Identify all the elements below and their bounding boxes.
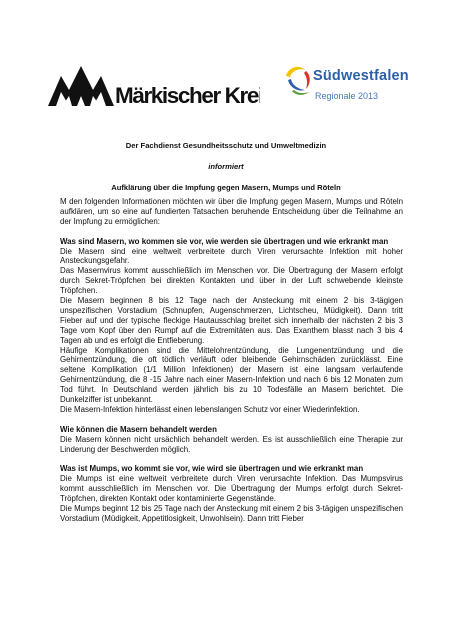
measles-paragraph-2: Das Masernvirus kommt ausschließlich im Menschen vor. Die Übertragung der Masern erfolgt durch Sekret-Tröpfchen bei direkten Kontakten und über in der Luft schwebende kleinste Tröpfchen. bbox=[60, 266, 403, 296]
header-topic: Aufklärung über die Impfung gegen Masern, Mumps und Röteln bbox=[111, 183, 341, 192]
treatment-paragraph: Die Masern können nicht ursächlich behandelt werden. Es ist ausschließlich eine Therapie zur Linderung der Beschwerden möglich. bbox=[60, 434, 403, 454]
mk-emblem-icon bbox=[48, 62, 260, 108]
mk-logo-text: Märkischer Kreis bbox=[115, 83, 260, 108]
header-informs: informiert bbox=[208, 162, 244, 171]
mumps-paragraph-2: Die Mumps beginnt 12 bis 25 Tage nach der Ansteckung mit einem 2 bis 3-tägigen unspezifischen Vorstadium (Müdigkeit, Appetitlosigkeit, Unwohlsein). Dann tritt Fieber bbox=[60, 504, 403, 523]
header-department: Der Fachdienst Gesundheitsschutz und Umweltmedizin bbox=[125, 141, 327, 150]
measles-paragraph-5: Die Masern-Infektion hinterlässt einen lebenslangen Schutz vor einer Wiederinfektion. bbox=[60, 405, 360, 415]
measles-paragraph-1: Die Masern sind eine weltweit verbreitete durch Viren verursachte Infektion mit hoher Ansteckungsgefahr. bbox=[60, 246, 403, 266]
mumps-paragraph-1: Die Mumps ist eine weltweit verbreitete durch Viren verursachte Infektion. Das Mumpsvirus kommt ausschließlich im Menschen vor. Die Übertragung der Mumps erfolgt durch Sekret-Tröpfchen, direkten Kontakt oder kontaminierte Gegenstände. bbox=[60, 474, 403, 504]
heading-mumps: Was ist Mumps, wo kommt sie vor, wie wird sie übertragen und wie erkrankt man bbox=[60, 464, 364, 474]
heading-measles: Was sind Masern, wo kommen sie vor, wie werden sie übertragen und wie erkrankt man bbox=[60, 236, 389, 246]
intro-paragraph: M den folgenden Informationen möchten wir über die Impfung gegen Masern, Mumps und Röteln aufklären, um so eine auf fundierten Tatsachen beruhende Entscheidung über die Teilnahme an der Impfung zu ermöglichen: bbox=[60, 197, 403, 226]
measles-paragraph-4: Häufige Komplikationen sind die Mittelohrentzündung, die Lungenentzündung und die Gehirnentzündung, die oft tödlich verläuft oder bleibende Gehirnschäden zurücklässt. Eine seltene Komplikation (1/1 Million Infektionen) der Masern ist eine langsam verlaufende Gehirnentzündung, die 8 -15 Jahre nach einer Masern-Infektion und nach 6 bis 12 Monaten zum Tod führt. In Deutschland werden jährlich bis zu 10 Todesfälle an Masern berichtet. Die Dunkelziffer ist unbekannt. bbox=[60, 345, 403, 405]
maerkischer-kreis-logo bbox=[48, 62, 260, 108]
heading-measles-treatment: Wie können die Masern behandelt werden bbox=[60, 424, 217, 434]
measles-paragraph-3: Die Masern beginnen 8 bis 12 Tage nach der Ansteckung mit einem 2 bis 3-tägigen unspezifischen Vorstadium (Schnupfen, Augenschmerzen, Lichtscheu, Müdigkeit). Dann tritt Fieber auf und der typische fleckige Hautausschlag breitet sich innerhalb der nächsten 2 bis 3 Tage vom Kopf über den Rumpf auf die Extremitäten aus. Das Exanthem blasst nach 3 bis 4 Tagen ab und es erfolgt die Entfieberung. bbox=[60, 296, 403, 345]
suedwestfalen-title: Südwestfalen bbox=[313, 68, 409, 84]
suedwestfalen-logo bbox=[282, 62, 409, 112]
suedwestfalen-emblem-icon bbox=[282, 62, 314, 98]
regionale-subtitle: Regionale 2013 bbox=[315, 91, 379, 101]
document-body bbox=[60, 197, 403, 524]
